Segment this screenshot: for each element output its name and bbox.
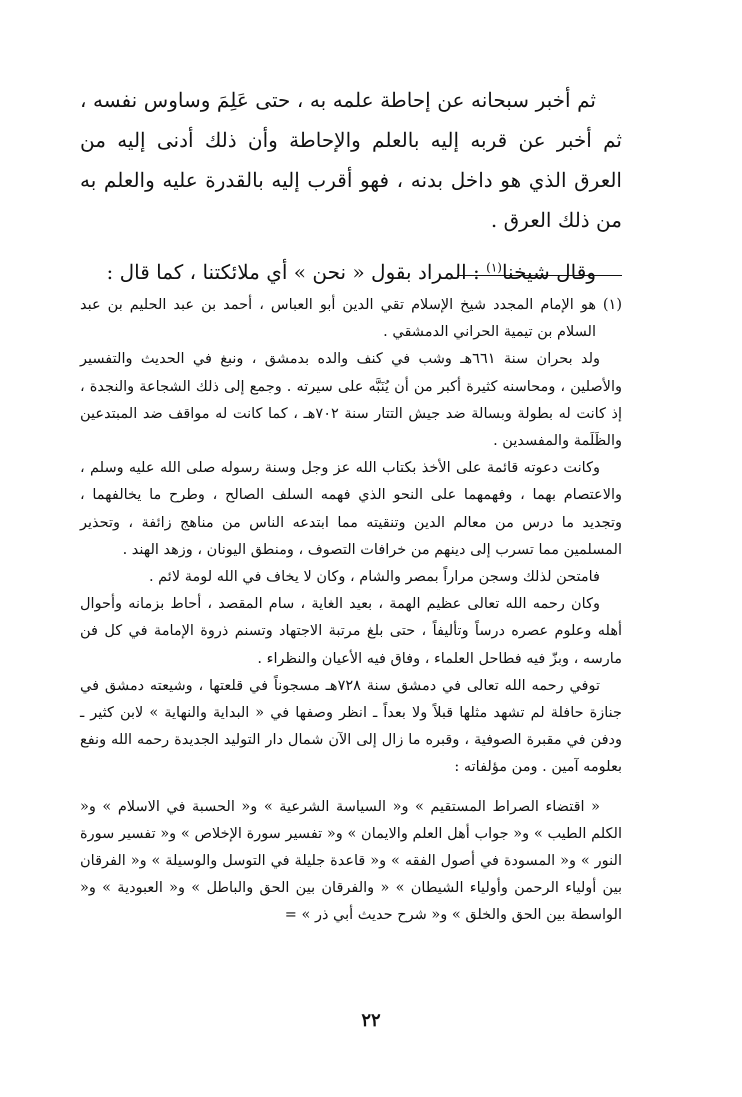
footnote-marker: (١) [602,297,622,313]
footnote-paragraph-1 [80,292,622,346]
footnote-paragraph-2: ولد بحران سنة ٦٦١هـ وشب في كنف والده بدمشق ، ونبغ في الحديث والتفسير والأصلين ، ومحاسنه كثيرة أكبر من أن يُنَبَّه على سيرته . وجمع إلى ذلك الشجاعة والنجدة ، إذ كانت له بطولة وبسالة ضد جيش التتار سنة ٧٠٢هـ ، كما كانت له مواقف ضد المبتدعين والظَلَمة والمفسدين . [80,351,622,450]
main-paragraph-1: ثم أخبر سبحانه عن إحاطة علمه به ، حتى عَلِمَ وساوس نفسه ، ثم أخبر عن قربه إليه بالعلم والإحاطة وأن ذلك أدنى إليه من العرق الذي هو داخل بدنه ، فهو أقرب إليه بالقدرة عليه والعلم به من ذلك العرق . [80,88,622,232]
footnote-reference-marker: (١) [486,260,502,275]
main-paragraph-2-end: : المراد بقول « نحن » أي ملائكتنا ، كما قال : [106,260,487,284]
main-paragraph-2-start: وقال شيخنا [501,260,596,284]
footnote-paragraph-5: وكان رحمه الله تعالى عظيم الهمة ، بعيد الغاية ، سام المقصد ، أحاط بزمانه وأحوال أهله وعلوم عصره درساً وتأليفاً ، حتى بلغ مرتبة الاجتهاد وتسنم ذروة الإمامة في كل فن مارسه ، وبزّ فيه فطاحل العلماء ، وفاق فيه الأعيان والنظراء . [80,596,622,667]
footnote-paragraph-4: فامتحن لذلك وسجن مراراً بمصر والشام ، وكان لا يخاف في الله لومة لائم . [148,569,600,586]
footnote-paragraph-1-text: هو الإمام المجدد شيخ الإسلام تقي الدين أبو العباس ، أحمد بن عبد الحليم بن عبد السلام بن تيمية الحراني الدمشقي . [80,297,596,341]
footnote-separator [457,275,622,276]
main-text [80,80,622,292]
main-paragraph-2 [80,252,622,292]
footnote-block [80,292,622,930]
page-number: ٢٢ [361,1010,381,1031]
footnote-works-list: « اقتضاء الصراط المستقيم » و« السياسة الشرعية » و« الحسبة في الاسلام » و« الكلم الطيب » و« جواب أهل العلم والايمان » و« تفسير سورة الإخلاص » و« تفسير سورة النور » و« المسودة في أصول الفقه » و« قاعدة جليلة في التوسل والوسيلة » و« الفرقان بين أولياء الرحمن وأولياء الشيطان » « والفرقان بين الحق والباطل » و« العبودية » و« الواسطة بين الحق والخلق » و« شرح حديث أبي ذر » = [80,798,622,924]
footnote-paragraph-3: وكانت دعوته قائمة على الأخذ بكتاب الله عز وجل وسنة رسوله صلى الله عليه وسلم ، والاعتصام بهما ، وفهمهما على النحو الذي فهمه السلف الصالح ، وطرح ما يخالفهما ، وتجديد ما درس من معالم الدين وتنقيته مما ابتدعه الناس من مناهج زائفة ، وتحذير المسلمين مما تسرب إلى دينهم من خرافات التصوف ، ومنطق اليونان ، وزهد الهند . [80,460,622,558]
footnote-paragraph-6: توفي رحمه الله تعالى في دمشق سنة ٧٢٨هـ مسجوناً في قلعتها ، وشيعته دمشق في جنازة حافلة لم تشهد مثلها قبلاً ولا بعداً ـ انظر وصفها في « البداية والنهاية » لابن كثير ـ ودفن في مقبرة الصوفية ، وقبره ما زال إلى الآن شمال دار التوليد الجديدة رحمه الله ونفع بعلومه آمين . ومن مؤلفاته : [80,677,622,776]
